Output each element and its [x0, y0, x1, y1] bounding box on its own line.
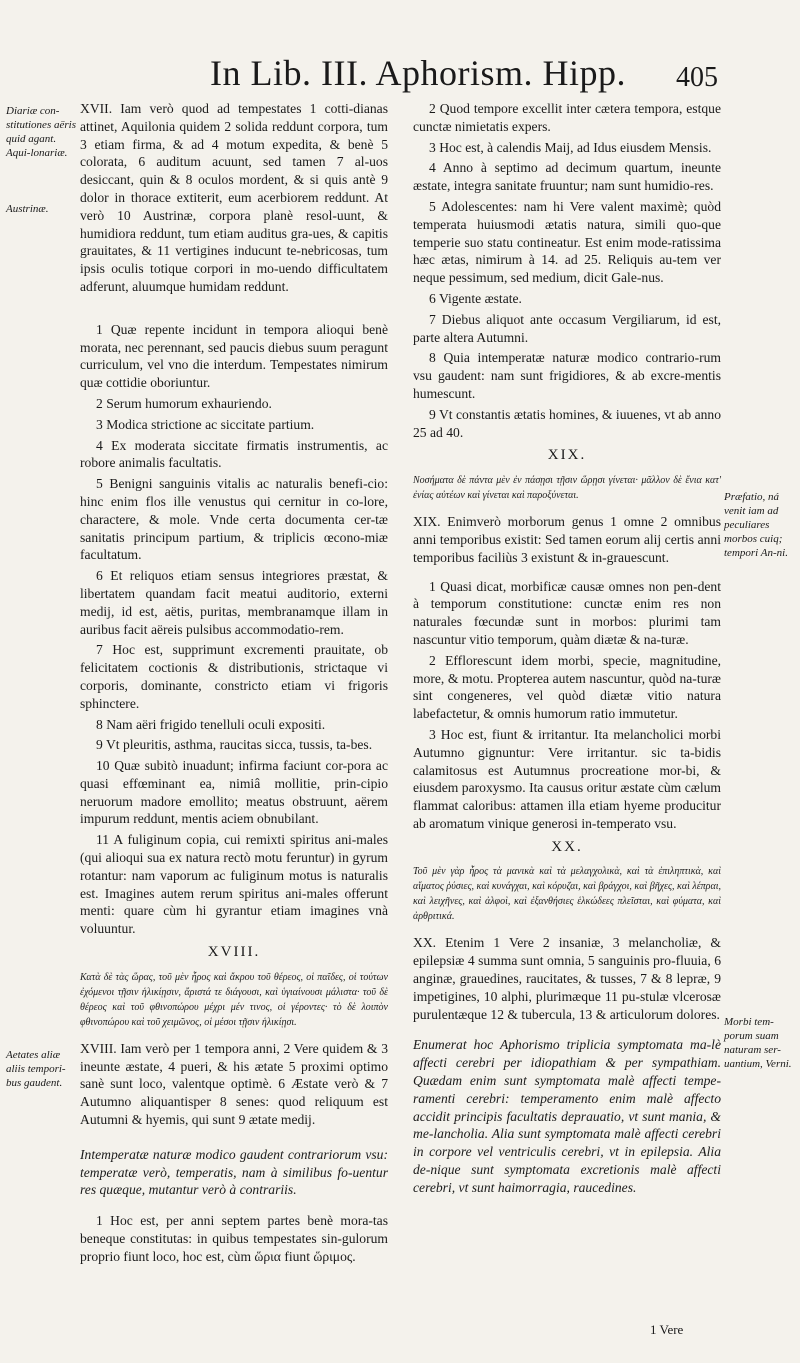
commentary: 9 Vt pleuritis, asthma, raucitas sicca, tussis, ta-bes. — [96, 737, 373, 753]
commentary: 5 Benigni sanguinis vitalis ac naturalis benefi-cio: hinc enim flos ille venustus qui cernitur in co-lore, charactere, & mole. Vnde certa documenta cer-tæ sanitatis principum partium, & triplicis œcono-miæ facultatum. — [80, 476, 388, 563]
section-heading: XX. — [551, 838, 583, 855]
margin-note: Morbi tem-porum suam naturam ser-uantium, Verni. — [724, 1016, 792, 1070]
italic-summary: Enumerat hoc Aphorismo triplicia symptomata ma-lè affecti cerebri per idiopathiam & per sympathiam. Quædam enim sunt symptomata malè affecti tempe-ramenti cerebri: temperamento enim malè affecto accidit principis facultatis deprauatio, vt sunt mania, & me-lancholia. Alia sunt symptomata malè affecti cerebri in corpore vel ventriculis cerebri, vt in epilepsia. Alia de-nique sunt symptomata excretionis malè affecti cerebri, vt sunt haimorragia, raucedines. — [413, 1037, 721, 1195]
commentary: 4 Anno à septimo ad decimum quartum, ineunte æstate, integra sanitate fruuntur; nam sunt humidio-res. — [413, 160, 721, 194]
aphorism-text: XX. Etenim 1 Vere 2 insaniæ, 3 melancholiæ, & epilepsiæ 4 summa sunt omnia, 5 sanguinis pro-fluuia, 6 anginæ, grauedines, raucitates, & tusses, 7 & 8 lepræ, 9 impetigines, 10 alphi, plurimæque 11 pu-stulæ vlcerosæ purulentæque 12 & tubercula, 13 & articulorum dolores. — [413, 935, 721, 1022]
commentary: 8 Quia intemperatæ naturæ modico contrario-rum vsu gaudent: nam sunt frigidiores, & ab excre-mentis humescunt. — [413, 350, 721, 401]
commentary: 8 Nam aëri frigido tenelluli oculi expositi. — [96, 716, 326, 732]
margin-note: Austrinæ. — [6, 203, 49, 215]
margin-note: Aetates aliæ aliis tempori-bus gaudent. — [6, 1049, 66, 1089]
commentary: 1 Hoc est, per anni septem partes benè mora-tas beneque constitutas: in quibus tempestates sin-gulorum proprio fiunt loco, hoc est, cùm ὥρια fiunt ὥριμος. — [80, 1213, 388, 1264]
commentary: 2 Quod tempore excellit inter cætera tempora, estque cunctæ nimietatis expers. — [413, 101, 721, 134]
margin-note: Diariæ con-stitutiones aëris quid agant. Aqui-lonariæ. — [6, 105, 76, 159]
margin-note: Præfatio, ná venit iam ad peculiares morbos cuiq; tempori An-ni. — [724, 491, 788, 559]
commentary: 9 Vt constantis ætatis homines, & iuuenes, vt ab anno 25 ad 40. — [413, 406, 721, 440]
commentary: 3 Hoc est, à calendis Maij, ad Idus eiusdem Mensis. — [429, 139, 712, 155]
commentary: 6 Et reliquos etiam sensus integriores præstat, & libertatem quandam facit meatui auditorio, externi medij, id est, aëtis, puritas, membranamque illam in auribus facit aëreis pulsibus accommodatio-rem. — [80, 568, 388, 637]
commentary: 5 Adolescentes: nam hi Vere valent maximè; quòd temperata huiusmodi ætatis natura, simili quo-que temperie suo statu contineatur. Est enim mode-ratissima hæc ætas, nimirum à 14. ad 25. Reliquis au-tem ver neque pessimum, sed medium, dicit Gale-nus. — [413, 198, 721, 286]
section-heading: XIX. — [547, 447, 587, 464]
commentary: 7 Hoc est, supprimunt excrementi prauitate, ob felicitatem coctionis & distributionis, strictaque vi corporis, dominante, constricto etiam vi frigoris sphinctere. — [80, 642, 388, 711]
aphorism-text: XVII. Iam verò quod ad tempestates 1 cotti-dianas attinet, Aquilonia quidem 2 solida reddunt corpora, tum 3 etiam firma, & ad 4 motum expedita, & benè 5 colorata, 6 auditum acuunt, sed tamen 7 al-uos desiccant, quin & 8 oculos mordent, & si quis antè 9 dolor in thorace extiterit, eum acerbiorem reddunt. At verò 10 Austrinæ, corpora planè resol-uunt, & humidiora reddunt, tum etiam auditus gra-ues, & capitis grauitates, & 11 vertigines inducunt te-nebricosas, tum ipsis oculis totique corpori in mo-uendo difficultatem adferunt, aluumque humidam reddunt. — [80, 101, 388, 294]
page-number: 405 — [676, 62, 718, 93]
italic-summary: Intemperatæ naturæ modico gaudent contrariorum vsu: temperatæ verò, temperatis, nam à similibus fo-uentur res quæque, mutantur verò à contrariis. — [80, 1146, 388, 1198]
commentary: 3 Hoc est, fiunt & irritantur. Ita melancholici morbi Autumno gignuntur: Vere irritantur. sic ta-bidis calamitosus est Autumnus procreatione mor-bi, & eiusdem paroxysmo. Ita causus oritur æstate cùm cælum flammat caloribus: attamen illa etiam hyeme producitur ab aromatum vinique generosi in-temperato vsu. — [413, 726, 721, 831]
commentary: 6 Vigente æstate. — [429, 290, 522, 306]
aphorism-text: XIX. Enimverò morborum genus 1 omne 2 omnibus anni temporibus existit: Sed tamen eorum alij certis anni temporibus faciliùs 3 existunt & in-grauescunt. — [413, 514, 721, 565]
aphorism-text: XVIII. Iam verò per 1 tempora anni, 2 Vere quidem & 3 ineunte æstate, 4 pueri, & his ætate 5 proximi optimo sanè sunt loco, valentque optimè. 6 Æstate verò & 7 Autumno aliquantisper 8 senes: quod reliquum est Autumni & hyemis, qui sunt 9 ætate medij. — [80, 1040, 388, 1128]
commentary: 3 Modica strictione ac siccitate partium. — [96, 416, 315, 432]
commentary: 1 Quæ repente incidunt in tempora alioqui benè morata, nec perennant, sed paucis diebus suum peragunt curriculum, vel vno die interdum. Tempestates nimirum quæ cottidie oboriuntur. — [80, 321, 388, 391]
running-header: In Lib. III. Aphorism. Hipp. — [210, 53, 626, 93]
commentary: 2 Serum humorum exhauriendo. — [96, 395, 272, 411]
greek-text: Κατὰ δὲ τὰς ὥρας, τοῦ μὲν ἦρος καὶ ἄκρου τοῦ θέρεος, οἱ παῖδες, οἱ τούτων ἐχόμενοι τῇσιν ἡλικίῃσιν, ἄριστά τε διάγουσι, καὶ ὑγιαίνουσι μάλιστα· τοῦ δὲ θέρεος καὶ τοῦ φθινοπώρου μέχρι μέν τινος, οἱ γέροντες· τὸ δὲ λοιπὸν φθινοπώρου καὶ τοῦ χειμῶνος, οἱ μέσοι τῇσιν ἡλικίῃσι. — [80, 971, 388, 1028]
commentary: 2 Efflorescunt idem morbi, specie, magnitudine, more, & motu. Propterea autem nascuntur, quòd na-turæ sint congeneres, vel quòd diætæ vitio natura labefactetur, & omnis humorum ratio immutetur. — [413, 652, 721, 722]
section-heading: XVIII. — [207, 944, 261, 961]
right-column — [413, 100, 721, 1200]
left-column — [80, 100, 388, 1269]
commentary: 11 A fuliginum copia, cui remixti spiritus ani-males (qui alioqui sua ex natura rectò motu feruntur) in gyrum rotantur: nam vaporum ac fuliginum motus is naturalis est. Imagines autem rerum spiritus ani-males offerunt menti: quare cùm hi gyrantur etiam imagines vnà voluuntur. — [80, 832, 388, 937]
commentary: 1 Quasi dicat, morbificæ causæ omnes non pen-dent à temporum constitutione: cunctæ enim res non naturales fœcundæ sunt in morbos: plurimi tam nascuntur vitio temporum, quàm diætæ & na-turæ. — [413, 578, 721, 647]
catchword: 1 Vere — [650, 1322, 684, 1337]
commentary: 7 Diebus aliquot ante occasum Vergiliarum, id est, parte altera Autumni. — [413, 311, 721, 345]
greek-text: Τοῦ μὲν γὰρ ἦρος τὰ μανικὰ καὶ τὰ μελαγχολικὰ, καὶ τὰ ἐπιληπτικὰ, καὶ αἵματος ῥύσιες, καὶ κυνάγχαι, καὶ κόρυζαι, καὶ βράγχοι, καὶ βῆχες, καὶ λέπραι, καὶ λειχῆνες, καὶ ἀλφοὶ, καὶ ἐξανθήσιες ἑλκώδεες πλεῖσται, καὶ φύματα, καὶ ἀρθριτικά. — [413, 866, 721, 923]
commentary: 10 Quæ subitò inuadunt; infirma faciunt cor-pora ac quasi effœminant ea, nimiâ mollitie, prin-cipio neruorum madore emollito; meatus obstruunt, aërem impurum reddunt, mentis aciem obnubilant. — [80, 758, 388, 827]
commentary: 4 Ex moderata siccitate firmatis instrumentis, ac robore animalis facultatis. — [80, 437, 388, 471]
greek-text: Νοσήματα δὲ πάντα μὲν ἐν πάσῃσι τῇσιν ὥρῃσι γίνεται· μᾶλλον δὲ ἔνια κατ' ἐνίας αὐτέων καὶ γίνεται καὶ παροξύνεται. — [413, 475, 721, 502]
